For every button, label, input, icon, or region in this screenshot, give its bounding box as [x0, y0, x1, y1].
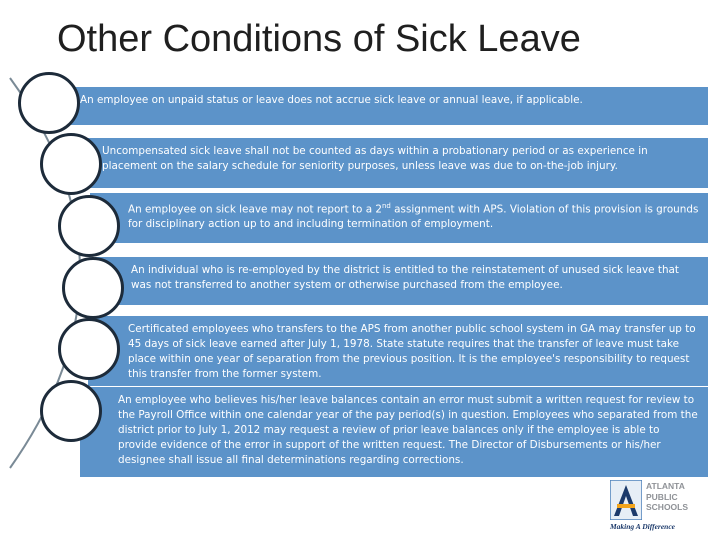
logo-tagline: Making A Difference — [610, 522, 675, 531]
condition-item — [70, 138, 708, 188]
condition-item — [40, 87, 708, 125]
condition-text: An employee on sick leave may not report to a 2nd assignment with APS. Violation of this provision is grounds for disciplinary action up to and including termination of employment. — [128, 202, 699, 231]
bullet-circle — [58, 195, 120, 257]
condition-text: An individual who is re-employed by the district is entitled to the reinstatement of unused sick leave that was not transferred to another system or otherwise purchased from the employee. — [131, 264, 679, 291]
condition-item — [90, 193, 708, 243]
condition-text: An employee who believes his/her leave balances contain an error must submit a written request for review to the Payroll Office within one calendar year of the pay period(s) in question. Employees who separated from the district prior to July 1, 2012 may request a review of prior leave balances only if the employee is able to provide evidence of the error in support of the written request. The Director of Disbursements or his/her designee shall issue all final determinations regarding corrections. — [118, 394, 698, 466]
page-title: Other Conditions of Sick Leave — [57, 18, 581, 60]
bullet-circle — [58, 318, 120, 380]
condition-item — [95, 257, 708, 305]
condition-item — [88, 316, 708, 386]
condition-text: Certificated employees who transfers to the APS from another public school system in GA may transfer up to 45 days of sick leave earned after July 1, 1978. State statute requires that the transfer of leave must take place within one year of separation from the previous position. It is the employee's responsibility to request this transfer from the former system. — [128, 323, 696, 380]
bullet-circle — [40, 133, 102, 195]
aps-logo — [610, 480, 710, 532]
bullet-circle — [40, 380, 102, 442]
condition-text: An employee on unpaid status or leave does not accrue sick leave or annual leave, if applicable. — [80, 94, 583, 106]
condition-text: Uncompensated sick leave shall not be counted as days within a probationary period or as experience in placement on the salary schedule for seniority purposes, unless leave was due to on-the-job injury. — [102, 145, 648, 172]
logo-wordmark: ATLANTA PUBLIC SCHOOLS — [646, 481, 689, 512]
aps-logo-mark-icon — [610, 480, 642, 520]
bullet-circle — [62, 257, 124, 319]
condition-item — [80, 387, 708, 477]
bullet-circle — [18, 72, 80, 134]
